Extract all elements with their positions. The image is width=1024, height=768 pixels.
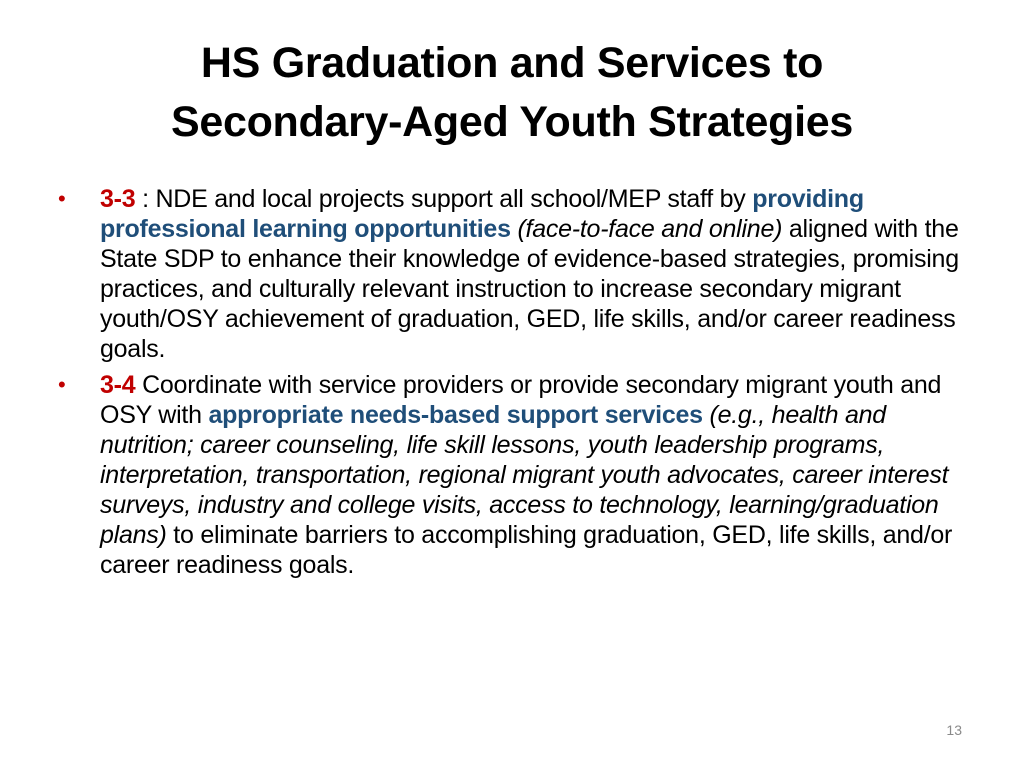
title-line-2: Secondary-Aged Youth Strategies [170, 98, 854, 146]
strategy-code: 3-3 [100, 185, 136, 213]
bullet-text-end: aligned with the State SDP to enhance their knowledge of evidence-based strategies, promising practices, and culturally relevant instruction to increase secondary migrant youth/OSY achievement of graduation, GED, life skills, and/or career readiness goals. [100, 215, 959, 363]
bullet-text: Coordinate with service providers or provide secondary migrant youth and OSY with [100, 371, 942, 429]
strategy-code: 3-4 [100, 371, 136, 399]
bullet-emphasis: providing professional learning opportunities [100, 185, 864, 243]
bullet-3-4 [58, 370, 968, 580]
bullet-italic: (face-to-face and online) [517, 215, 783, 243]
bullet-list [58, 184, 968, 586]
slide-title [60, 34, 964, 152]
bullet-text-spacer [703, 401, 710, 429]
bullet-text-end: to eliminate barriers to accomplishing graduation, GED, life skills, and/or career readiness goals. [100, 521, 953, 579]
bullet-dot-icon: • [58, 372, 66, 397]
bullet-3-3 [58, 184, 968, 364]
page-number: 13 [946, 722, 962, 738]
bullet-text: : NDE and local projects support all school/MEP staff by [135, 185, 753, 213]
bullet-dot-icon: • [58, 186, 66, 211]
bullet-italic: (e.g., health and nutrition; career counseling, life skill lessons, youth leadership programs, interpretation, transportation, regional migrant youth advocates, career interest surveys, industry and college visits, access to technology, learning/graduation plans) [100, 401, 949, 549]
bullet-emphasis: appropriate needs-based support services [208, 401, 703, 429]
title-line-1: HS Graduation and Services to [200, 39, 824, 87]
